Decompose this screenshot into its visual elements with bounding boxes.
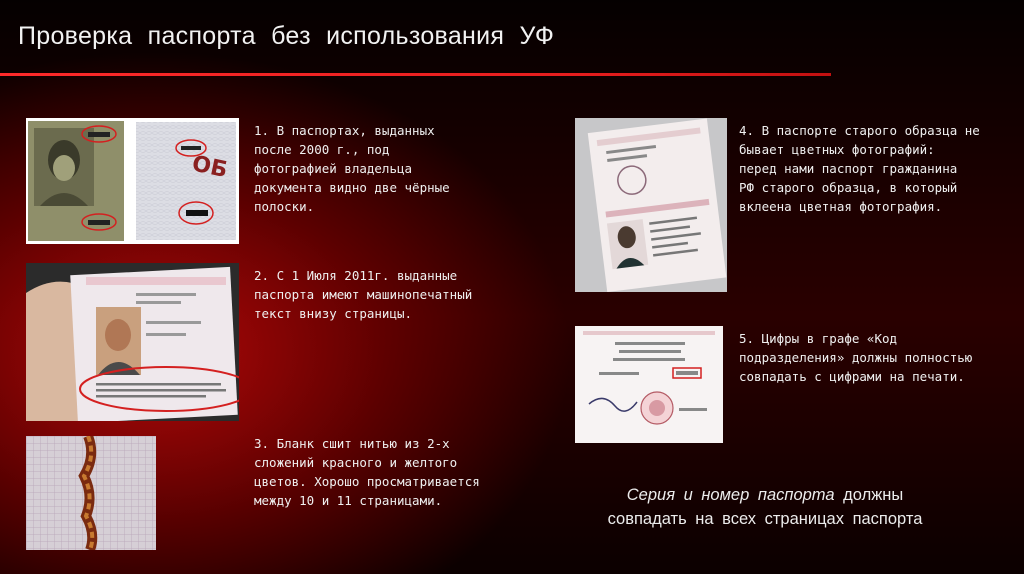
passport-department-code-photo — [575, 326, 723, 443]
item-5-caption: 5. Цифры в графе «Код подразделения» должны полностью совпадать с цифрами на печати. — [739, 331, 973, 384]
old-passport-color-photo — [575, 118, 727, 292]
passport-printed-text-photo — [26, 263, 239, 421]
slide-title: Проверка паспорта без использования УФ — [18, 22, 555, 50]
title-underline — [0, 73, 831, 76]
summary-note — [580, 483, 950, 531]
passport-stripes-photo — [26, 118, 239, 244]
item-4-caption: 4. В паспорте старого образца не бывает цветных фотографий: перед нами паспорт гражданина РФ старого образца, в который вклеена цветная фотография. — [739, 123, 980, 214]
summary-plain-2: совпадать на всех страницах паспорта — [607, 510, 923, 528]
summary-plain-1: должны — [843, 486, 904, 504]
item-2-caption: 2. С 1 Июля 2011г. выданные паспорта имеют машинопечатный текст внизу страницы. — [254, 268, 473, 321]
item-3-caption: 3. Бланк сшит нитью из 2-х сложений красного и желтого цветов. Хорошо просматривается между 10 и 11 страницами. — [254, 436, 480, 508]
item-1-caption: 1. В паспортах, выданных после 2000 г., под фотографией владельца документа видно две чёрные полоски. — [254, 123, 450, 214]
stamp-letters: ОБ — [189, 151, 230, 184]
summary-italic: Серия и номер паспорта — [626, 486, 835, 504]
passport-thread-photo — [26, 436, 156, 550]
